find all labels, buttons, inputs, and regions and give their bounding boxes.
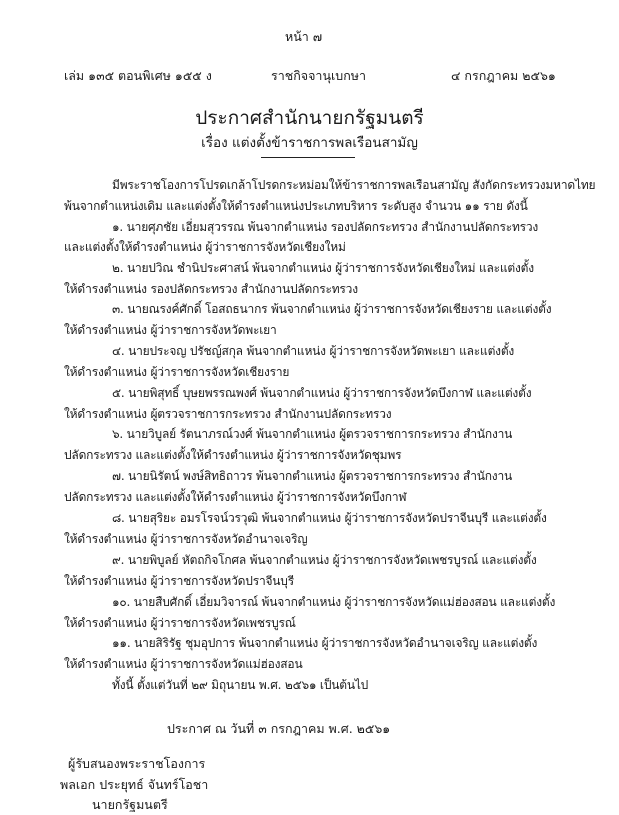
page-number: หน้า ๗ <box>285 29 323 44</box>
appointment-item-second-line: ให้ดำรงตำแหน่ง ผู้ว่าราชการจังหวัดปราจีนบุรี <box>64 574 294 588</box>
gazette-name: ราชกิจจานุเบกษา <box>271 68 367 83</box>
intro-line: พ้นจากตำแหน่งเดิม และแต่งตั้งให้ดำรงตำแหน่งประเภทบริหาร ระดับสูง จำนวน ๑๑ ราย ดังนี้ <box>64 199 528 213</box>
appointment-item-second-line: ปลัดกระทรวง และแต่งตั้งให้ดำรงตำแหน่ง ผู้ว่าราชการจังหวัดชุมพร <box>64 448 402 462</box>
announcement-date: ประกาศ ณ วันที่ ๓ กรกฎาคม พ.ศ. ๒๕๖๑ <box>167 721 391 736</box>
appointment-item-second-line: ให้ดำรงตำแหน่ง ผู้ว่าราชการจังหวัดพะเยา <box>64 323 277 337</box>
appointment-item-second-line: ปลัดกระทรวง และแต่งตั้งให้ดำรงตำแหน่ง ผู้ว่าราชการจังหวัดบึงกาฬ <box>64 490 407 504</box>
appointment-item-second-line: ให้ดำรงตำแหน่ง ผู้ว่าราชการจังหวัดเพชรบูรณ์ <box>64 616 296 630</box>
appointment-item-first-line: ๙. นายพิบูลย์ หัตถกิจโกศล พ้นจากตำแหน่ง ผู้ว่าราชการจังหวัดเพชรบูรณ์ และแต่งตั้ง <box>112 553 537 567</box>
gazette-volume: เล่ม ๑๓๕ ตอนพิเศษ ๑๕๕ ง <box>64 68 212 83</box>
announcement-subject: เรื่อง แต่งตั้งข้าราชการพลเรือนสามัญ <box>201 135 418 151</box>
appointment-item-first-line: ๔. นายประจญ ปรัชญ์สกุล พ้นจากตำแหน่ง ผู้ว่าราชการจังหวัดพะเยา และแต่งตั้ง <box>112 344 515 358</box>
appointment-item-second-line: ให้ดำรงตำแหน่ง ผู้ว่าราชการจังหวัดแม่ฮ่องสอน <box>64 657 303 671</box>
appointment-item-second-line: และแต่งตั้งให้ดำรงตำแหน่ง ผู้ว่าราชการจังหวัดเชียงใหม่ <box>64 240 346 254</box>
intro-line: มีพระราชโองการโปรดเกล้าโปรดกระหม่อมให้ข้าราชการพลเรือนสามัญ สังกัดกระทรวงมหาดไทย <box>112 178 596 192</box>
appointment-item-first-line: ๑. นายศุภชัย เอี่ยมสุวรรณ พ้นจากตำแหน่ง รองปลัดกระทรวง สำนักงานปลัดกระทรวง <box>112 220 539 234</box>
appointment-item-first-line: ๑๐. นายสืบศักดิ์ เอี่ยมวิจารณ์ พ้นจากตำแหน่ง ผู้ว่าราชการจังหวัดแม่ฮ่องสอน และแต่งตั้ง <box>112 595 556 609</box>
title-divider <box>261 157 355 158</box>
appointment-item-second-line: ให้ดำรงตำแหน่ง รองปลัดกระทรวง สำนักงานปลัดกระทรวง <box>64 282 358 296</box>
appointment-item-second-line: ให้ดำรงตำแหน่ง ผู้ตรวจราชการกระทรวง สำนักงานปลัดกระทรวง <box>64 407 392 421</box>
announcement-title: ประกาศสำนักนายกรัฐมนตรี <box>195 107 424 129</box>
appointment-item-first-line: ๕. นายพิสุทธิ์ บุษยพรรณพงศ์ พ้นจากตำแหน่ง ผู้ว่าราชการจังหวัดบึงกาฬ และแต่งตั้ง <box>112 386 532 400</box>
gazette-date: ๔ กรกฎาคม ๒๕๖๑ <box>451 68 556 83</box>
signatory-name: พลเอก ประยุทธ์ จันทร์โอชา <box>60 777 209 792</box>
appointment-item-first-line: ๒. นายปวิณ ชำนิประศาสน์ พ้นจากตำแหน่ง ผู้ว่าราชการจังหวัดเชียงใหม่ และแต่งตั้ง <box>112 261 534 275</box>
appointment-item-first-line: ๗. นายนิรัตน์ พงษ์สิทธิถาวร พ้นจากตำแหน่ง ผู้ตรวจราชการกระทรวง สำนักงาน <box>112 469 512 483</box>
signatory-position: นายกรัฐมนตรี <box>92 797 168 812</box>
countersign-label: ผู้รับสนองพระราชโองการ <box>68 756 206 771</box>
appointment-item-first-line: ๑๑. นายสิริรัฐ ชุมอุปการ พ้นจากตำแหน่ง ผู้ว่าราชการจังหวัดอำนาจเจริญ และแต่งตั้ง <box>112 636 538 650</box>
appointment-item-first-line: ๘. นายสุริยะ อมรโรจน์วรวุฒิ พ้นจากตำแหน่ง ผู้ว่าราชการจังหวัดปราจีนบุรี และแต่งตั้ง <box>112 511 547 525</box>
effective-date: ทั้งนี้ ตั้งแต่วันที่ ๒๙ มิถุนายน พ.ศ. ๒๕๖๑ เป็นต้นไป <box>112 678 369 692</box>
appointment-item-first-line: ๖. นายวิบูลย์ รัตนาภรณ์วงศ์ พ้นจากตำแหน่ง ผู้ตรวจราชการกระทรวง สำนักงาน <box>112 427 513 441</box>
appointment-item-second-line: ให้ดำรงตำแหน่ง ผู้ว่าราชการจังหวัดเชียงราย <box>64 365 290 379</box>
appointment-item-first-line: ๓. นายณรงค์ศักดิ์ โอสถธนากร พ้นจากตำแหน่ง ผู้ว่าราชการจังหวัดเชียงราย และแต่งตั้ง <box>112 302 552 316</box>
appointment-item-second-line: ให้ดำรงตำแหน่ง ผู้ว่าราชการจังหวัดอำนาจเจริญ <box>64 532 308 546</box>
